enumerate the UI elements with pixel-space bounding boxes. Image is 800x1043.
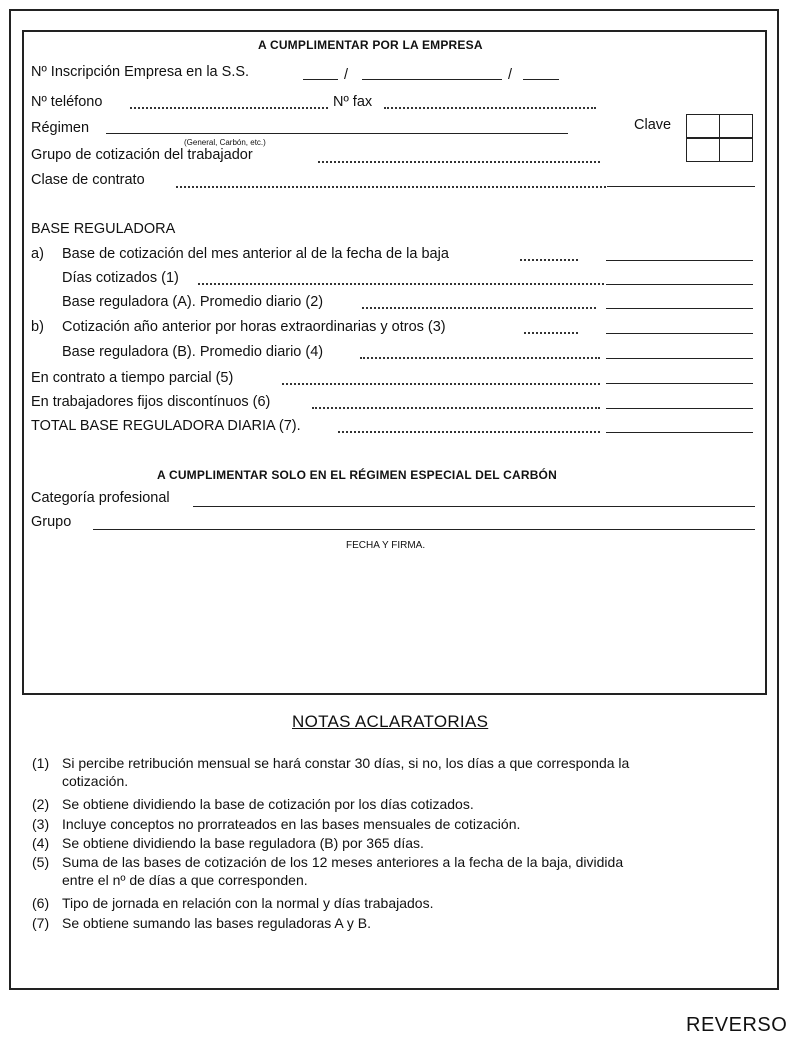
note-item [32, 914, 752, 932]
note-number: (2) [32, 796, 50, 812]
note-number: (6) [32, 895, 50, 911]
clave-label: Clave [634, 117, 672, 133]
grupo-label: Grupo [31, 514, 72, 530]
total-base-dots [338, 419, 600, 433]
base-reguladora-a-field[interactable] [606, 308, 753, 309]
clase-contrato-label: Clase de contrato [31, 172, 145, 188]
grupo-cotizacion-field[interactable] [318, 149, 600, 163]
tiempo-parcial-dots [282, 371, 600, 385]
cotizacion-anio-field[interactable] [606, 333, 753, 334]
note-text: Se obtiene dividiendo la base reguladora (B) por 365 días. [62, 835, 424, 851]
fax-field[interactable] [384, 95, 596, 109]
grupo-field[interactable] [93, 529, 755, 530]
item-a-marker: a) [31, 246, 44, 262]
cotizacion-anio-label: Cotización año anterior por horas extraordinarias y otros (3) [62, 319, 446, 335]
note-item [32, 894, 752, 912]
firma-area[interactable] [30, 558, 760, 688]
inscripcion-field-1[interactable] [303, 79, 338, 80]
fijos-discontinuos-field[interactable] [606, 408, 753, 409]
base-reguladora-a-label: Base reguladora (A). Promedio diario (2) [62, 294, 324, 310]
inscripcion-slash-1: / [344, 67, 349, 83]
note-item [32, 853, 752, 889]
categoria-field[interactable] [193, 506, 755, 507]
note-number: (7) [32, 915, 50, 931]
base-reguladora-b-label: Base reguladora (B). Promedio diario (4) [62, 344, 324, 360]
clave-box-4[interactable] [719, 138, 753, 162]
clave-box-1[interactable] [686, 114, 720, 138]
clave-box-3[interactable] [686, 138, 720, 162]
fecha-firma-label: FECHA Y FIRMA. [346, 540, 426, 551]
note-text: Incluye conceptos no prorrateados en las bases mensuales de cotización. [62, 816, 521, 832]
base-reguladora-b-dots [360, 345, 600, 359]
note-number: (3) [32, 816, 50, 832]
note-text: Se obtiene dividiendo la base de cotización por los días cotizados. [62, 796, 474, 812]
regimen-field[interactable] [106, 133, 568, 134]
reverso-label: REVERSO [686, 1014, 788, 1036]
carbon-section-heading: A CUMPLIMENTAR SOLO EN EL RÉGIMEN ESPECIAL DEL CARBÓN [157, 468, 557, 482]
note-item [32, 795, 752, 813]
inscripcion-field-2[interactable] [362, 79, 502, 80]
note-item [32, 754, 752, 790]
base-cotizacion-label: Base de cotización del mes anterior al de la fecha de la baja [62, 246, 449, 262]
note-text: Suma de las bases de cotización de los 12 meses anteriores a la fecha de la baja, dividida entre el nº de días a que corresponden. [62, 854, 624, 888]
note-number: (5) [32, 854, 50, 870]
note-text: Tipo de jornada en relación con la normal y días trabajados. [62, 895, 434, 911]
base-reguladora-b-field[interactable] [606, 358, 753, 359]
clave-box-2[interactable] [719, 114, 753, 138]
inscripcion-label: Nº Inscripción Empresa en la S.S. [31, 64, 250, 80]
total-base-field[interactable] [606, 432, 753, 433]
cotizacion-anio-dots [524, 320, 578, 334]
inscripcion-slash-2: / [508, 67, 513, 83]
note-item [32, 815, 752, 833]
tiempo-parcial-field[interactable] [606, 383, 753, 384]
regimen-label: Régimen [31, 120, 90, 136]
base-reguladora-heading: BASE REGULADORA [31, 221, 176, 237]
note-text: Se obtiene sumando las bases reguladoras A y B. [62, 915, 371, 931]
dias-cotizados-label: Días cotizados (1) [62, 270, 179, 286]
clase-contrato-dots [176, 174, 606, 188]
regimen-hint: (General, Carbón, etc.) [184, 138, 266, 147]
note-item [32, 834, 752, 852]
tiempo-parcial-label: En contrato a tiempo parcial (5) [31, 370, 234, 386]
note-number: (1) [32, 755, 50, 771]
telefono-label: Nº teléfono [31, 94, 103, 110]
clase-contrato-field[interactable] [607, 186, 755, 187]
notes-title: NOTAS ACLARATORIAS [292, 712, 489, 731]
total-base-label: TOTAL BASE REGULADORA DIARIA (7). [31, 418, 301, 434]
fax-label: Nº fax [333, 94, 373, 110]
fijos-discontinuos-dots [312, 395, 600, 409]
grupo-cotizacion-label: Grupo de cotización del trabajador [31, 147, 253, 163]
base-cotizacion-field[interactable] [606, 260, 753, 261]
inscripcion-field-3[interactable] [523, 79, 559, 80]
telefono-field[interactable] [130, 95, 328, 109]
categoria-label: Categoría profesional [31, 490, 170, 506]
base-reguladora-a-dots [362, 295, 596, 309]
fijos-discontinuos-label: En trabajadores fijos discontínuos (6) [31, 394, 271, 410]
base-cotizacion-dots [520, 247, 578, 261]
dias-cotizados-dots [198, 271, 604, 285]
empresa-section-heading: A CUMPLIMENTAR POR LA EMPRESA [258, 38, 483, 52]
note-number: (4) [32, 835, 50, 851]
item-b-marker: b) [31, 319, 44, 335]
note-text: Si percibe retribución mensual se hará constar 30 días, si no, los días a que corresponda la cotización. [62, 755, 630, 789]
dias-cotizados-field[interactable] [606, 284, 753, 285]
